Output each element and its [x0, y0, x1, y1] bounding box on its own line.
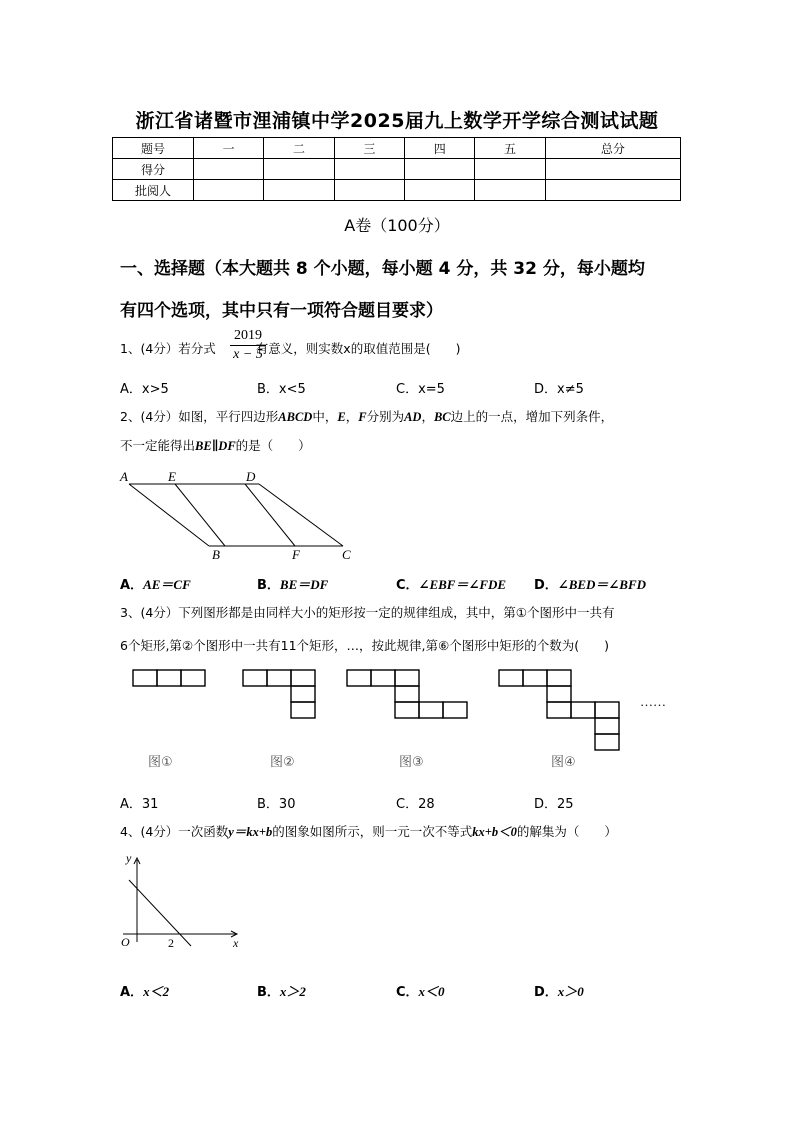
- q2-stem-line1: [120, 408, 690, 426]
- segment-eb: [175, 484, 225, 546]
- table-cell[interactable]: [475, 180, 545, 201]
- q3-option-b[interactable]: B．30: [257, 797, 296, 812]
- table-cell[interactable]: [475, 159, 545, 180]
- q2-text: ，: [345, 409, 359, 424]
- rect-cell: [547, 702, 571, 718]
- segment-df: [245, 484, 295, 546]
- q3-stem-line1: 3、(4分）下列图形都是由同样大小的矩形按一定的规律组成，其中，第①个图形中一共有: [120, 605, 615, 620]
- q2-option-a[interactable]: [120, 574, 191, 593]
- section-a-heading: A卷（100分）: [344, 216, 450, 235]
- q1-stem: [120, 340, 690, 358]
- rect-cell: [291, 670, 315, 686]
- q1-denominator: x − 5: [233, 347, 263, 362]
- q2-text: 中，: [312, 409, 338, 424]
- linear-function-graph: [115, 850, 255, 960]
- table-cell[interactable]: [545, 180, 680, 201]
- table-cell[interactable]: [194, 159, 264, 180]
- q2-var-bc: BC: [433, 410, 451, 424]
- q2-var-f: F: [358, 410, 367, 424]
- q1-option-b[interactable]: B．x<5: [257, 382, 306, 397]
- table-cell[interactable]: [405, 180, 475, 201]
- q1-option-d[interactable]: D．x≠5: [534, 382, 584, 397]
- function-line: [129, 880, 191, 946]
- q2-option-c[interactable]: [396, 574, 506, 593]
- segment-dc: [259, 484, 343, 546]
- rect-cell: [523, 670, 547, 686]
- rect-cell: [157, 670, 181, 686]
- q1-option-a[interactable]: A．x>5: [120, 382, 169, 397]
- table-cell: 得分: [113, 159, 194, 180]
- option-expr: ∠EBF＝∠FDE: [418, 577, 507, 592]
- table-cell[interactable]: [405, 159, 475, 180]
- option-letter: A．: [120, 578, 144, 593]
- q4-text: 的解集为（ ）: [516, 824, 617, 839]
- option-letter: B．: [257, 578, 280, 593]
- table-cell: 四: [405, 138, 475, 159]
- q2-text: 2、(4分）如图，平行四边形: [120, 409, 279, 424]
- option-expr: AE＝CF: [143, 577, 191, 592]
- table-cell[interactable]: [334, 180, 404, 201]
- table-cell: 批阅人: [113, 180, 194, 201]
- rect-cell: [395, 670, 419, 686]
- rect-cell: [371, 670, 395, 686]
- option-expr: x＞0: [557, 984, 584, 999]
- q4-inequality-expr: kx+b＜0: [472, 825, 517, 839]
- figure-caption-3: 图③: [399, 755, 424, 770]
- origin-label: O: [121, 935, 130, 949]
- q2-text: 分别为: [366, 409, 405, 424]
- q2-text: 不一定能得出: [120, 438, 196, 453]
- table-row: [113, 180, 681, 201]
- q2-option-d[interactable]: [534, 574, 646, 593]
- q4-text: 的图象如图所示，则一元一次不等式: [272, 824, 473, 839]
- rect-cell: [291, 702, 315, 718]
- x-intercept-label: 2: [168, 936, 174, 950]
- rectangle-pattern-figure: [125, 664, 685, 754]
- table-cell: 五: [475, 138, 545, 159]
- page-title: 浙江省诸暨市浬浦镇中学2025届九上数学开学综合测试试题: [135, 110, 659, 132]
- q4-stem: [120, 823, 690, 841]
- q2-text: 边上的一点，增加下列条件，: [450, 409, 614, 424]
- rect-cell: [595, 718, 619, 734]
- q2-stem-line2: [120, 437, 690, 455]
- label-b: B: [212, 547, 220, 562]
- rect-cell: [267, 670, 291, 686]
- label-c: C: [342, 547, 351, 562]
- option-expr: x＜2: [143, 984, 170, 999]
- q2-text: 的是（ ）: [235, 438, 311, 453]
- rect-cell: [499, 670, 523, 686]
- q1-option-c[interactable]: C．x=5: [396, 382, 445, 397]
- segment-ab: [129, 484, 209, 546]
- q4-option-b[interactable]: [257, 981, 306, 1000]
- table-cell[interactable]: [545, 159, 680, 180]
- q4-option-a[interactable]: [120, 981, 169, 1000]
- option-letter: C．: [396, 985, 419, 1000]
- table-cell[interactable]: [264, 159, 334, 180]
- q2-parallel-expr: BE∥DF: [195, 439, 236, 453]
- label-f: F: [292, 547, 300, 562]
- section1-heading-line2: 有四个选项，其中只有一项符合题目要求）: [120, 301, 443, 321]
- option-letter: A．: [120, 985, 144, 1000]
- q2-text: ，: [421, 409, 434, 424]
- score-table: [112, 137, 681, 201]
- option-letter: C．: [396, 578, 419, 593]
- axis-label-y: y: [126, 851, 132, 865]
- table-cell: 三: [334, 138, 404, 159]
- rect-cell: [291, 686, 315, 702]
- q4-option-d[interactable]: [534, 981, 584, 1000]
- table-cell: 二: [264, 138, 334, 159]
- q3-option-a[interactable]: A．31: [120, 797, 159, 812]
- q2-option-b[interactable]: [257, 574, 328, 593]
- parallelogram-figure: [115, 466, 365, 562]
- rect-cell: [547, 686, 571, 702]
- q4-option-c[interactable]: [396, 981, 445, 1000]
- q1-prefix: 1、(4分）若分式: [120, 341, 216, 356]
- option-letter: D．: [534, 985, 558, 1000]
- q2-var-abcd: ABCD: [278, 410, 313, 424]
- pattern-ellipsis: ……: [640, 694, 666, 709]
- rect-cell: [181, 670, 205, 686]
- axis-label-x: x: [233, 936, 239, 950]
- figure-caption-4: 图④: [551, 755, 576, 770]
- rect-cell: [395, 702, 419, 718]
- option-expr: x＜0: [418, 984, 445, 999]
- option-expr: BE＝DF: [279, 577, 329, 592]
- table-cell: 总分: [545, 138, 680, 159]
- q1-suffix: 有意义，则实数x的取值范围是( ): [255, 341, 461, 356]
- q2-var-e: E: [337, 410, 346, 424]
- rect-cell: [243, 670, 267, 686]
- option-letter: B．: [257, 985, 280, 1000]
- label-e: E: [168, 469, 176, 484]
- q3-option-c[interactable]: C．28: [396, 797, 435, 812]
- q1-numerator: 2019: [234, 328, 262, 343]
- rect-cell: [443, 702, 467, 718]
- rect-cell: [571, 702, 595, 718]
- q4-function-expr: y＝kx+b: [228, 825, 273, 839]
- option-letter: D．: [534, 578, 558, 593]
- figure-caption-1: 图①: [148, 755, 173, 770]
- rect-cell: [395, 686, 419, 702]
- rect-cell: [547, 670, 571, 686]
- q4-text: 4、(4分）一次函数: [120, 824, 229, 839]
- figure-caption-2: 图②: [270, 755, 295, 770]
- rect-cell: [347, 670, 371, 686]
- q2-var-ad: AD: [404, 410, 422, 424]
- label-d: D: [246, 469, 256, 484]
- table-cell[interactable]: [264, 180, 334, 201]
- q1-fraction: [230, 328, 266, 363]
- table-row: [113, 159, 681, 180]
- table-row: [113, 138, 681, 159]
- option-expr: ∠BED＝∠BFD: [557, 577, 647, 592]
- option-expr: x＞2: [279, 984, 306, 999]
- table-cell[interactable]: [334, 159, 404, 180]
- rect-cell: [595, 702, 619, 718]
- table-cell: 一: [194, 138, 264, 159]
- q3-option-d[interactable]: D．25: [534, 797, 574, 812]
- rect-cell: [595, 734, 619, 750]
- rect-cell: [419, 702, 443, 718]
- rect-cell: [133, 670, 157, 686]
- section1-heading-line1: 一、选择题（本大题共 8 个小题，每小题 4 分，共 32 分，每小题均: [120, 259, 645, 279]
- label-a: A: [120, 469, 128, 484]
- table-cell[interactable]: [194, 180, 264, 201]
- q3-stem-line2: 6个矩形,第②个图形中一共有11个矩形，…，按此规律,第⑥个图形中矩形的个数为( ): [120, 638, 609, 653]
- table-cell: 题号: [113, 138, 194, 159]
